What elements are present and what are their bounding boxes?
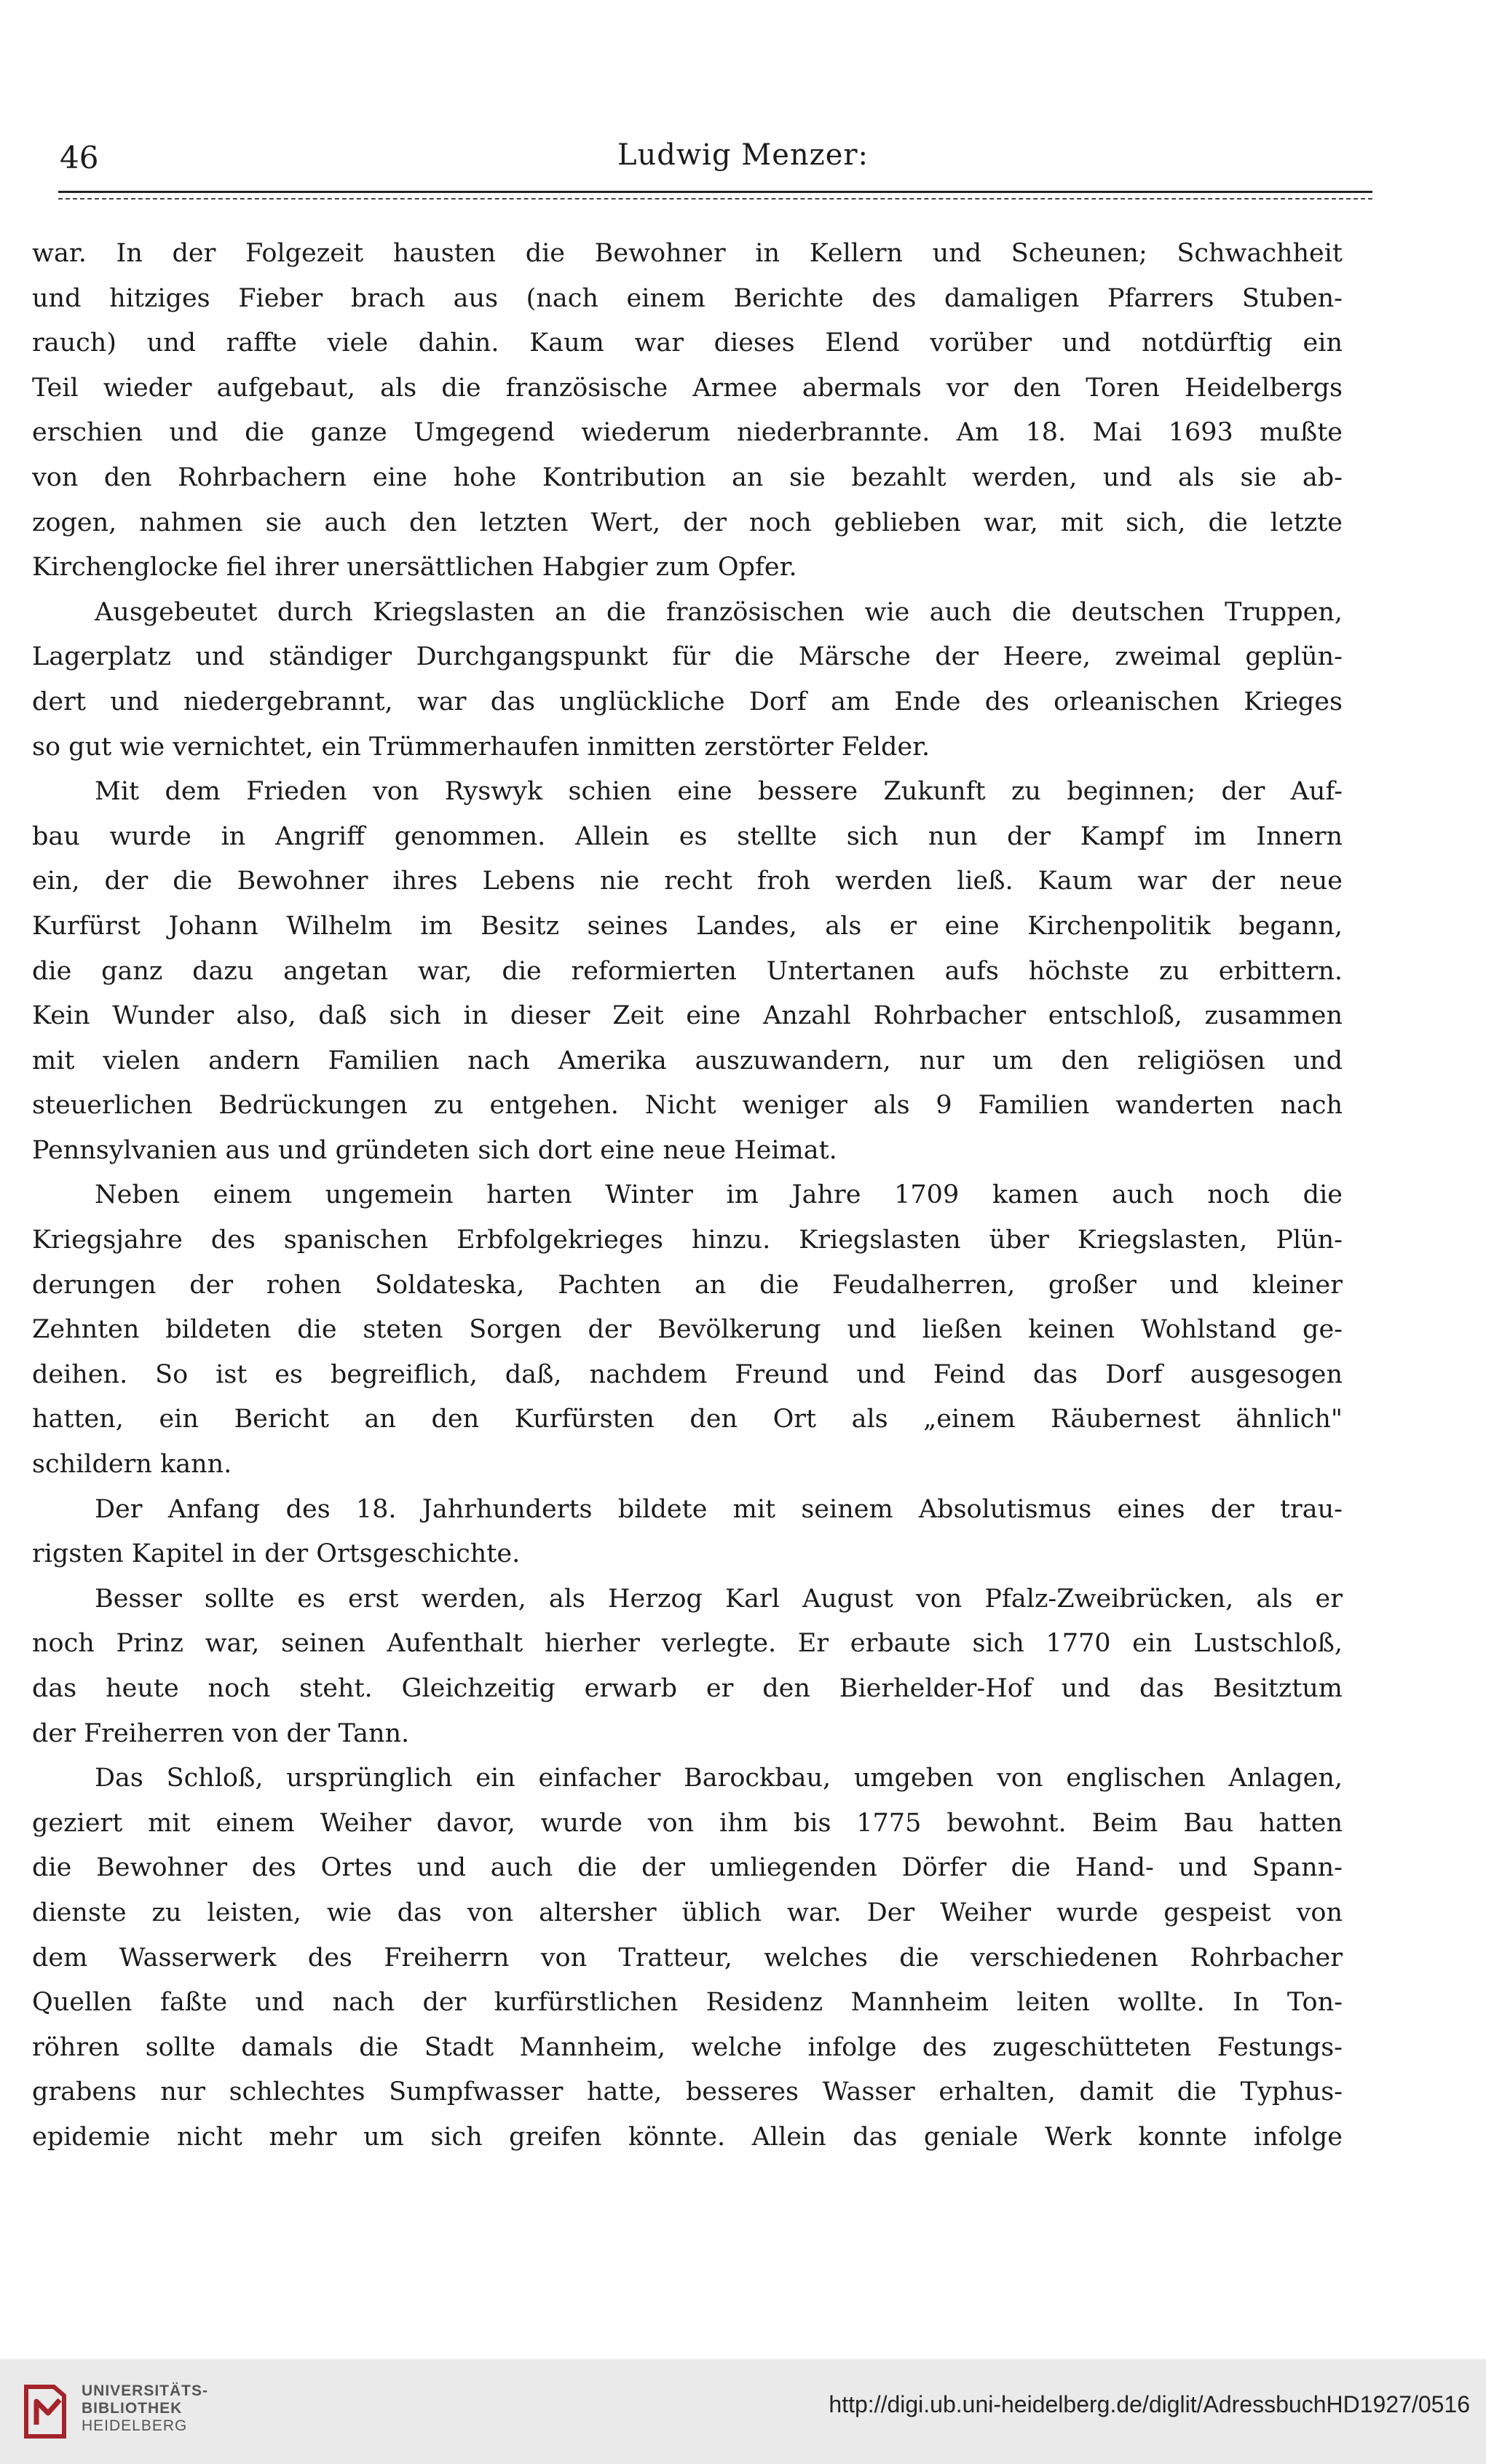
text-line: Das Schloß, ursprünglich ein einfacher Barockbau, umgeben von englischen Anlagen, [95, 1764, 1343, 1793]
text-line: dem Wasserwerk des Freiherrn von Tratteur, welches die verschiedenen Rohrbacher [32, 1943, 1343, 1973]
page-number: 46 [60, 140, 99, 175]
text-line: Pennsylvanien aus und gründeten sich dort eine neue Heimat. [32, 1135, 837, 1165]
library-name-line-1: UNIVERSITÄTS- [82, 2382, 209, 2399]
text-line: geziert mit einem Weiher davor, wurde von ihm bis 1775 bewohnt. Beim Bau hatten [32, 1808, 1343, 1838]
text-line: und hitziges Fieber brach aus (nach einem Berichte des damaligen Pfarrers Stuben- [32, 283, 1343, 313]
text-line: Quellen faßte und nach der kurfürstlichen Residenz Mannheim leiten wollte. In Ton- [32, 1988, 1343, 2018]
library-name [82, 2382, 208, 2435]
library-name-line-3: HEIDELBERG [82, 2417, 188, 2434]
library-name-line-2: BIBLIOTHEK [82, 2400, 183, 2417]
library-logo-icon[interactable] [19, 2381, 71, 2442]
text-line: Neben einem ungemein harten Winter im Jahre 1709 kamen auch noch die [95, 1180, 1343, 1210]
header-rule-dashed [58, 198, 1372, 200]
text-line: die ganz dazu angetan war, die reformierten Untertanen aufs höchste zu erbittern. [32, 956, 1343, 986]
text-line: Teil wieder aufgebaut, als die französische Armee abermals vor den Toren Heidelbergs [32, 373, 1343, 403]
permalink-url[interactable]: http://digi.ub.uni-heidelberg.de/diglit/AdressbuchHD1927/0516 [829, 2391, 1470, 2417]
text-line: Lagerplatz und ständiger Durchgangspunkt für die Märsche der Heere, zweimal geplün- [32, 642, 1343, 672]
text-line: die Bewohner des Ortes und auch die der umliegenden Dörfer die Hand- und Spann- [32, 1853, 1343, 1883]
text-line: Besser sollte es erst werden, als Herzog Karl August von Pfalz-Zweibrücken, als er [95, 1584, 1343, 1614]
text-line: rigsten Kapitel in der Ortsgeschichte. [32, 1539, 521, 1569]
text-line: der Freiherren von der Tann. [32, 1718, 410, 1748]
text-line: dienste zu leisten, wie das von altersher üblich war. Der Weiher wurde gespeist von [32, 1898, 1343, 1927]
text-line: deihen. So ist es begreiflich, daß, nachdem Freund und Feind das Dorf ausgesogen [32, 1359, 1343, 1389]
text-line: Kein Wunder also, daß sich in dieser Zeit eine Anzahl Rohrbacher entschloß, zusammen [32, 1001, 1343, 1031]
body-text [32, 232, 1343, 2160]
text-line: Kriegsjahre des spanischen Erbfolgekrieges hinzu. Kriegslasten über Kriegslasten, Plün- [32, 1225, 1343, 1255]
text-line: mit vielen andern Familien nach Amerika auszuwandern, nur um den religiösen und [32, 1046, 1343, 1075]
text-line: rauch) und raffte viele dahin. Kaum war dieses Elend vorüber und notdürftig ein [32, 328, 1343, 358]
text-line: das heute noch steht. Gleichzeitig erwarb er den Bierhelder-Hof und das Besitztum [32, 1674, 1343, 1703]
text-line: Kirchenglocke fiel ihrer unersättlichen Habgier zum Opfer. [32, 553, 797, 583]
text-line: Der Anfang des 18. Jahrhunderts bildete mit seinem Absolutismus eines der trau- [95, 1494, 1343, 1524]
text-line: grabens nur schlechtes Sumpfwasser hatte, besseres Wasser erhalten, damit die Typhus- [32, 2077, 1343, 2107]
text-line: war. In der Folgezeit hausten die Bewohner in Kellern und Scheunen; Schwachheit [32, 239, 1343, 268]
text-line: epidemie nicht mehr um sich greifen könnte. Allein das geniale Werk konnte infolge [32, 2122, 1343, 2152]
text-line: dert und niedergebrannt, war das unglückliche Dorf am Ende des orleanischen Krieges [32, 687, 1343, 716]
text-line: Mit dem Frieden von Ryswyk schien eine bessere Zukunft zu beginnen; der Auf- [95, 777, 1343, 807]
text-line: bau wurde in Angriff genommen. Allein es stellte sich nun der Kampf im Innern [32, 821, 1343, 851]
text-line: erschien und die ganze Umgegend wiederum niederbrannte. Am 18. Mai 1693 mußte [32, 418, 1343, 448]
header-rule [58, 191, 1372, 193]
text-line: steuerlichen Bedrückungen zu entgehen. Nicht weniger als 9 Familien wanderten nach [32, 1091, 1343, 1121]
text-line: zogen, nahmen sie auch den letzten Wert, der noch geblieben war, mit sich, die letzte [32, 508, 1343, 537]
text-line: röhren sollte damals die Stadt Mannheim, welche infolge des zugeschütteten Festungs- [32, 2032, 1343, 2062]
text-line: noch Prinz war, seinen Aufenthalt hierher verlegte. Er erbaute sich 1770 ein Lustschloß, [32, 1629, 1343, 1659]
text-line: Zehnten bildeten die steten Sorgen der Bevölkerung und ließen keinen Wohlstand ge- [32, 1315, 1343, 1345]
text-line: von den Rohrbachern eine hohe Kontribution an sie bezahlt werden, und als sie ab- [32, 462, 1343, 492]
text-line: Ausgebeutet durch Kriegslasten an die französischen wie auch die deutschen Truppen, [95, 597, 1343, 627]
text-line: schildern kann. [32, 1450, 232, 1480]
text-line: so gut wie vernichtet, ein Trümmerhaufen inmitten zerstörter Felder. [32, 732, 930, 762]
footer-bar [0, 2359, 1486, 2464]
running-title: Ludwig Menzer: [617, 138, 869, 172]
text-line: ein, der die Bewohner ihres Lebens nie recht froh werden ließ. Kaum war der neue [32, 866, 1343, 896]
text-line: Kurfürst Johann Wilhelm im Besitz seines Landes, als er eine Kirchenpolitik begann, [32, 911, 1343, 941]
text-line: derungen der rohen Soldateska, Pachten an die Feudalherren, großer und kleiner [32, 1270, 1343, 1300]
text-line: hatten, ein Bericht an den Kurfürsten den Ort als „einem Räubernest ähnlich" [32, 1405, 1343, 1434]
